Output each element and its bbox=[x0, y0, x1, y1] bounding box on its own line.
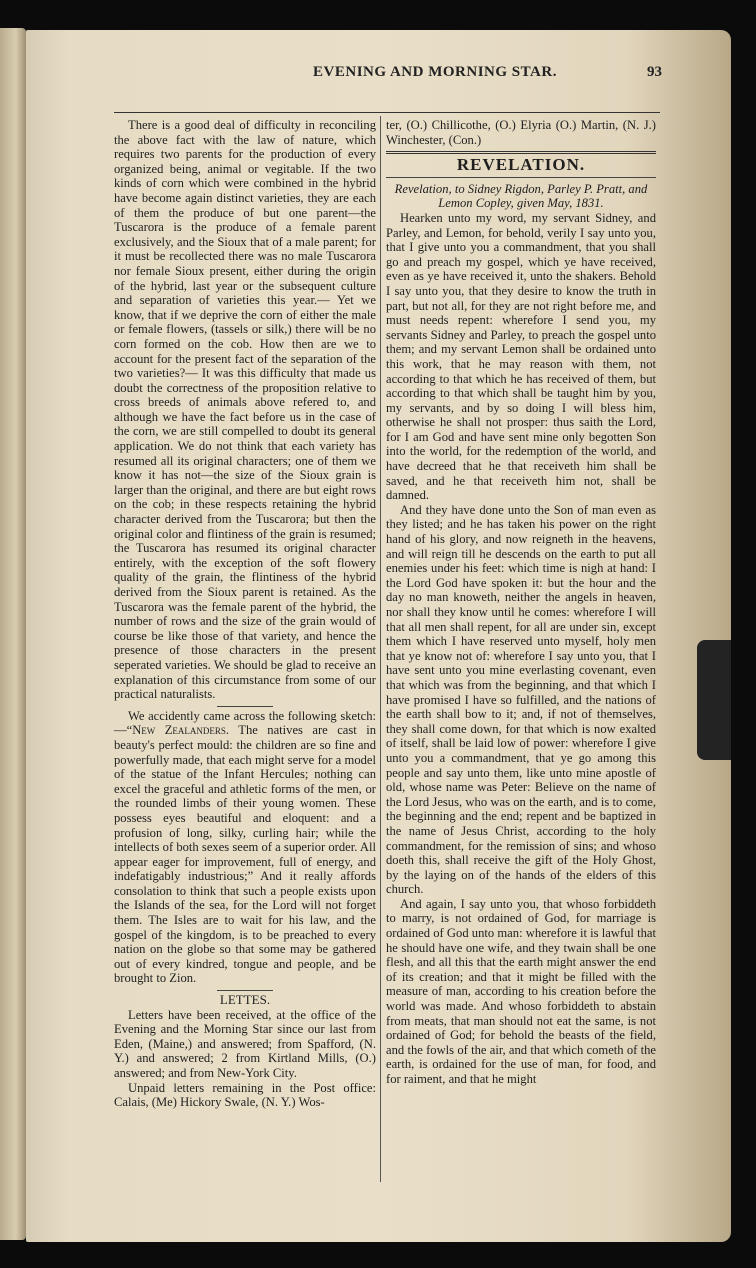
post-office-continuation: ter, (O.) Chillicothe, (O.) Elyria (O.) Martin, (N. J.) Winchester, (Con.) bbox=[386, 118, 656, 147]
section-divider bbox=[217, 990, 273, 991]
bookmark-ribbon bbox=[697, 640, 731, 760]
letters-received-paragraph: Letters have been received, at the office of the Evening and the Morning Star since our last from Eden, (Maine,) and answered; from Spafford, (N. Y.) and answered; 2 from Kirtland Mills, (O.) answered; and from New-York City. bbox=[114, 1007, 376, 1080]
new-zealanders-intro: We accidently came across the following sketch:—“ bbox=[114, 708, 376, 738]
lettes-heading: LETTES. bbox=[219, 992, 271, 1008]
new-zealanders-paragraph bbox=[114, 709, 376, 986]
left-column bbox=[114, 118, 376, 1110]
revelation-paragraph-2: And they have done unto the Son of man even as they listed; and he has taken his power on the right hand of his glory, and now reigneth in the heavens, and will reign till he descends on the earth to put all enemies under his feet: which time is nigh at hand: I the Lord God have spoken it: but the hour and the day no man knoweth, neither the angels in heaven, nor shall they know until he comes: wherefore I will that all men shall repent, for all are under sin, except them which I have reserved unto myself, holy men that ye know not of: wherefore I say unto you, that I have sent unto you mine everlasting covenant, even that which was from the beginning, and that which I have promised I have so fulfilled, and the nations of the earth shall bow to it; and, if not of themselves, they shall come down, for that which is now exalted of itself, shall be laid low of power: wherefore I give unto you a commandment, that ye go among this people and say unto them, like unto mine apostle of old, whose name was Peter: Believe on the name of the Lord Jesus, who was on the earth, and is to come, the beginning and the end; repent and be baptized in the name of Jesus Christ, according to the holy commandment, for the remission of sins; and whoso doeth this, shall receive the gift of the Holy Ghost, by the laying on of the hands of the elders of this church. bbox=[386, 502, 656, 897]
page-number: 93 bbox=[647, 64, 662, 80]
corn-hybrid-paragraph: There is a good deal of difficulty in reconciling the above fact with the law of nature, which requires two parents for the production of every organized being, animal or vegitable. If the two kinds of corn which were combined in the hybrid have become again distinct varieties, they are each of them the produce of but one parent—the Tuscarora is the produce of a female parent exclusively, and the Sioux that of a male parent; for it must be recollected there was no male Tuscarora nor female Sioux present, either during the origin of the hybrid, last year or the subsequent culture and separation of varieties this year.— Yet we know, that if we deprive the corn of either the male or female flowers, (tassels or silk,) there will be no corn formed on the cob. How then are we to account for the present fact of the separation of the two varieties?— It was this difficulty that made us doubt the correctness of the proposition relative to cross breeds of animals above refered to, and although we have the fact before us in the case of the corn, we are still compelled to doubt its general application. We do not think that each variety has resumed all its original characters; one of them we know it has not—the size of the Sioux grain is larger than the original, and there are but eight rows on the cob; in these respects retaining the hybrid character derived from the Tuscarora; but then the original color and flintiness of the grain is resumed; the Tuscarora has resumed its original character entirely, with the exception of the soft flowery quality of the grain, the flintiness of the hybrid derived from the Sioux parent is retained. As the Tuscarora was the female parent of the hybrid, the number of rows and the size of the grain would of course be like those of that variety, and hence the presence of those characters in the present seperated varieties. We should be glad to receive an explanation of this circumstance from some of our practical naturalists. bbox=[114, 118, 376, 702]
revelation-subtitle: Revelation, to Sidney Rigdon, Parley P. Pratt, and Lemon Copley, given May, 1831. bbox=[386, 177, 656, 211]
revelation-paragraph-1: Hearken unto my word, my servant Sidney, and Parley, and Lemon, for behold, verily I say unto you, that I give unto you a commandment, that you shall go and preach my gospel, which ye have received, even as ye have received it, unto the shakers. Behold I say unto you, that they desire to know the truth in part, but not all, for they are not right before me, and must needs repent: wherefore I send you, my servants Sidney and Parley, to preach the gospel unto them; and my servant Lemon shall be ordained unto this work, that he may reason with them, not according to that which he has received of them, but according to that which shall be taught him by you, my servants, and by so doing I will bless him, otherwise he shall not prosper: thus saith the Lord, for I am God and have sent mine only begotten Son into the world, for the redemption of the world, and have decreed that he that receiveth him shall be saved, and he that receiveth him not, shall be damned. bbox=[386, 210, 656, 503]
section-divider bbox=[217, 706, 273, 707]
new-zealanders-text: The natives are cast in beauty's perfect mould: the children are so fine and powerfully made, that each might serve for a model of the statue of the Infant Hercules; nothing can excel the graceful and athletic forms of the men, or the rounded limbs of their young women. These possess eyes beautiful and eloquent: and a profusion of long, silky, curling hair; while the intellects of both sexes seem of a superior order. All appear eager for improvement, full of energy, and indefatigably industrious;” And it really affords consolation to think that such a people exists upon the Islands of the sea, for the Lord will not forget them. The Isles are to wait for his law, and the gospel of the kingdom, is to be preached to every nation on the globe so that some may be gathered out of every kindred, tongue and people, and be brought to Zion. bbox=[114, 723, 377, 986]
column-divider bbox=[380, 116, 381, 1182]
header-rule bbox=[114, 112, 660, 113]
revelation-paragraph-3: And again, I say unto you, that whoso forbiddeth to marry, is not ordained of God, for marriage is ordained of God unto man: wherefore it is lawful that he should have one wife, and they twain shall be one flesh, and all this that the earth might answer the end of its creation; and that it might be filled with the measure of man, according to his creation before the world was made. And whoso forbiddeth to abstain from meats, that man should not eat the same, is not ordained of God; for behold the beasts of the field, and the fowls of the air, and that which cometh of the earth, is ordained for the use of man, for food, and for raiment, and that he might bbox=[386, 896, 656, 1086]
revelation-heading: REVELATION. bbox=[386, 151, 656, 173]
unpaid-letters-paragraph: Unpaid letters remaining in the Post office: Calais, (Me) Hickory Swale, (N. Y.) Wos- bbox=[114, 1080, 376, 1110]
running-header bbox=[230, 64, 662, 84]
right-column bbox=[386, 118, 656, 1087]
running-header-title: EVENING AND MORNING STAR. bbox=[313, 64, 557, 80]
new-zealanders-caps: New Zealanders. bbox=[132, 723, 230, 738]
adjacent-page-edge bbox=[0, 28, 26, 1240]
